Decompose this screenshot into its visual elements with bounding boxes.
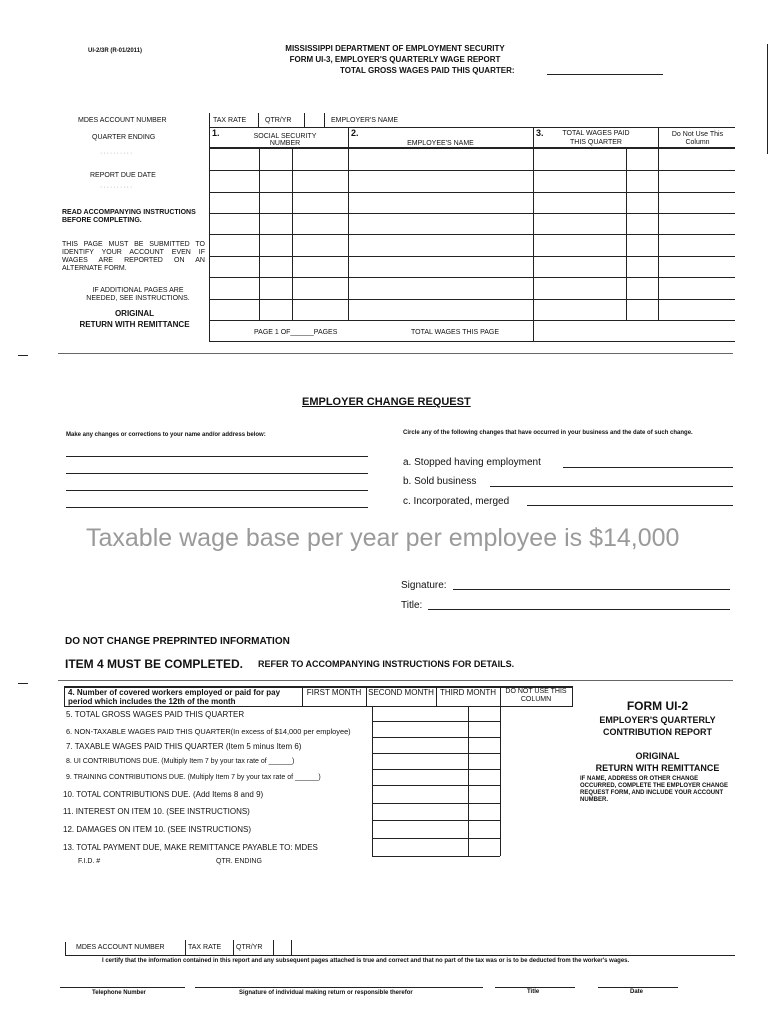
item-5: 5. TOTAL GROSS WAGES PAID THIS QUARTER <box>66 710 245 719</box>
second-month-header: SECOND MONTH <box>368 688 434 697</box>
item-11: 11. INTEREST ON ITEM 10. (SEE INSTRUCTIONS) <box>63 807 250 816</box>
title-footer-line[interactable] <box>495 987 575 988</box>
col2-number: 2. <box>351 128 359 138</box>
col3-number: 3. <box>536 128 544 138</box>
telephone-line[interactable] <box>60 987 185 988</box>
side-return: RETURN WITH REMITTANCE <box>595 763 720 773</box>
item-7: 7. TAXABLE WAGES PAID THIS QUARTER (Item 5 minus Item 6) <box>66 742 302 751</box>
col3-header-b: THIS QUARTER <box>570 139 622 146</box>
change-request-title: EMPLOYER CHANGE REQUEST <box>302 396 471 408</box>
address-line-4[interactable] <box>66 507 368 508</box>
page-must-submit: THIS PAGE MUST BE SUBMITTED TO IDENTIFY YOUR ACCOUNT EVEN IF WAGES ARE REPORTED ON AN ALTERNATE FORM. <box>62 241 205 272</box>
page-of: PAGE 1 OF______PAGES <box>254 329 338 336</box>
side-subtitle-a: EMPLOYER'S QUARTERLY <box>599 715 716 725</box>
change-right-instruction: Circle any of the following changes that have occurred in your business and the date of such change. <box>403 430 693 436</box>
telephone-label: Telephone Number <box>92 990 146 996</box>
certify-statement: I certify that the information contained in this report and any subsequent pages attached is true and correct and that no part of the tax was or is to be deducted from the worker's wages. <box>102 958 630 964</box>
contribution-amount-cells[interactable] <box>373 707 499 855</box>
item4-must: ITEM 4 MUST BE COMPLETED. <box>65 657 244 671</box>
side-subtitle-b: CONTRIBUTION REPORT <box>603 727 712 737</box>
refer-instructions: REFER TO ACCOMPANYING INSTRUCTIONS FOR DETAILS. <box>258 659 515 669</box>
item-12: 12. DAMAGES ON ITEM 10. (SEE INSTRUCTIONS) <box>63 825 252 834</box>
option-sold[interactable]: b. Sold business <box>403 476 477 487</box>
side-original: ORIGINAL <box>635 751 680 761</box>
title-footer-label: Title <box>527 989 540 995</box>
col1-header-b: NUMBER <box>269 140 301 147</box>
col4-header-b: Column <box>685 139 710 146</box>
col4-header: Do Not Use This <box>671 131 724 138</box>
do-not-change: DO NOT CHANGE PREPRINTED INFORMATION <box>65 636 290 647</box>
wage-base-notice: Taxable wage base per year per employee is $14,000 <box>86 524 680 552</box>
item4-label: 4. Number of covered workers employed or paid for pay period which includes the 12th of the month <box>68 688 281 706</box>
quarter-ending-label: QUARTER ENDING <box>92 134 156 141</box>
quarter-ending-value: ·········· <box>100 150 134 157</box>
option-incorporated-date[interactable] <box>527 505 733 506</box>
tax-rate-label: TAX RATE <box>213 117 247 124</box>
item-6: 6. NON-TAXABLE WAGES PAID THIS QUARTER(In excess of $14,000 per employee) <box>66 727 351 736</box>
title-label: Title: <box>401 600 423 611</box>
col3-header: TOTAL WAGES PAID <box>562 130 630 137</box>
item4-month-entries[interactable] <box>303 697 500 706</box>
signature-footer-label: Signature of individual making return or responsible therefor <box>239 990 413 996</box>
return-remittance-label: RETURN WITH REMITTANCE <box>79 320 190 329</box>
item-8: 8. UI CONTRIBUTIONS DUE. (Multiply Item 7 by your tax rate of ______) <box>66 758 295 765</box>
address-line-2[interactable] <box>66 473 368 474</box>
first-month-header: FIRST MONTH <box>306 688 362 697</box>
third-month-header: THIRD MONTH <box>440 688 496 697</box>
footer-tax-rate-label: TAX RATE <box>188 944 222 951</box>
col1-header: SOCIAL SECURITY <box>253 133 317 140</box>
signature-footer-line[interactable] <box>195 987 483 988</box>
title-line[interactable] <box>428 609 730 610</box>
signature-label: Signature: <box>401 580 447 591</box>
item-10: 10. TOTAL CONTRIBUTIONS DUE. (Add Items 8 and 9) <box>63 790 264 799</box>
read-instructions: READ ACCOMPANYING INSTRUCTIONS BEFORE COMPLETING. <box>62 209 196 224</box>
side-form-title: FORM UI-2 <box>626 699 689 713</box>
edge-mark <box>767 44 768 154</box>
date-footer-line[interactable] <box>598 987 678 988</box>
agency-name: MISSISSIPPI DEPARTMENT OF EMPLOYMENT SECURITY <box>285 44 505 53</box>
total-wages-page-label: TOTAL WAGES THIS PAGE <box>411 329 500 336</box>
report-due-label: REPORT DUE DATE <box>90 172 156 179</box>
section-divider <box>58 353 733 354</box>
additional-pages: IF ADDITIONAL PAGES ARE NEEDED, SEE INSTRUCTIONS. <box>86 287 190 302</box>
qtr-ending-label: QTR. ENDING <box>216 858 262 865</box>
footer-account-label: MDES ACCOUNT NUMBER <box>76 944 165 951</box>
total-gross-line[interactable] <box>547 74 663 75</box>
option-stopped-date[interactable] <box>563 467 733 468</box>
form-title: FORM UI-3, EMPLOYER'S QUARTERLY WAGE REPORT <box>289 55 501 64</box>
report-due-value: ·········· <box>100 184 134 191</box>
qtr-yr-label: QTR/YR <box>265 117 292 124</box>
signature-line[interactable] <box>453 589 730 590</box>
address-line-3[interactable] <box>66 490 368 491</box>
option-sold-date[interactable] <box>490 486 733 487</box>
side-note: IF NAME, ADDRESS OR OTHER CHANGE OCCURRED, COMPLETE THE EMPLOYER CHANGE REQUEST FORM, AND INCLUDE YOUR ACCOUNT NUMBER. <box>580 776 729 803</box>
employer-name-label: EMPLOYER'S NAME <box>331 117 399 124</box>
change-left-instruction: Make any changes or corrections to your name and/or address below: <box>66 432 266 438</box>
option-stopped[interactable]: a. Stopped having employment <box>403 457 541 468</box>
col1-number: 1. <box>212 128 220 138</box>
form-code: UI-2/3R (R-01/2011) <box>88 48 143 54</box>
col2-header: EMPLOYEE'S NAME <box>407 140 474 147</box>
total-gross-label: TOTAL GROSS WAGES PAID THIS QUARTER: <box>340 66 515 75</box>
do-not-use-header: DO NOT USE THIS COLUMN <box>505 688 567 703</box>
account-number-label: MDES ACCOUNT NUMBER <box>78 117 167 124</box>
footer-qtr-yr-label: QTR/YR <box>236 944 263 951</box>
original-label: ORIGINAL <box>114 309 155 318</box>
option-incorporated[interactable]: c. Incorporated, merged <box>403 496 510 507</box>
wage-entry-rows[interactable] <box>210 148 733 340</box>
address-line-1[interactable] <box>66 456 368 457</box>
item-9: 9. TRAINING CONTRIBUTIONS DUE. (Multiply Item 7 by your tax rate of ______) <box>66 774 321 781</box>
date-footer-label: Date <box>630 989 644 995</box>
item-13: 13. TOTAL PAYMENT DUE, MAKE REMITTANCE PAYABLE TO: MDES <box>63 843 318 852</box>
fid-label: F.I.D. # <box>78 858 101 865</box>
